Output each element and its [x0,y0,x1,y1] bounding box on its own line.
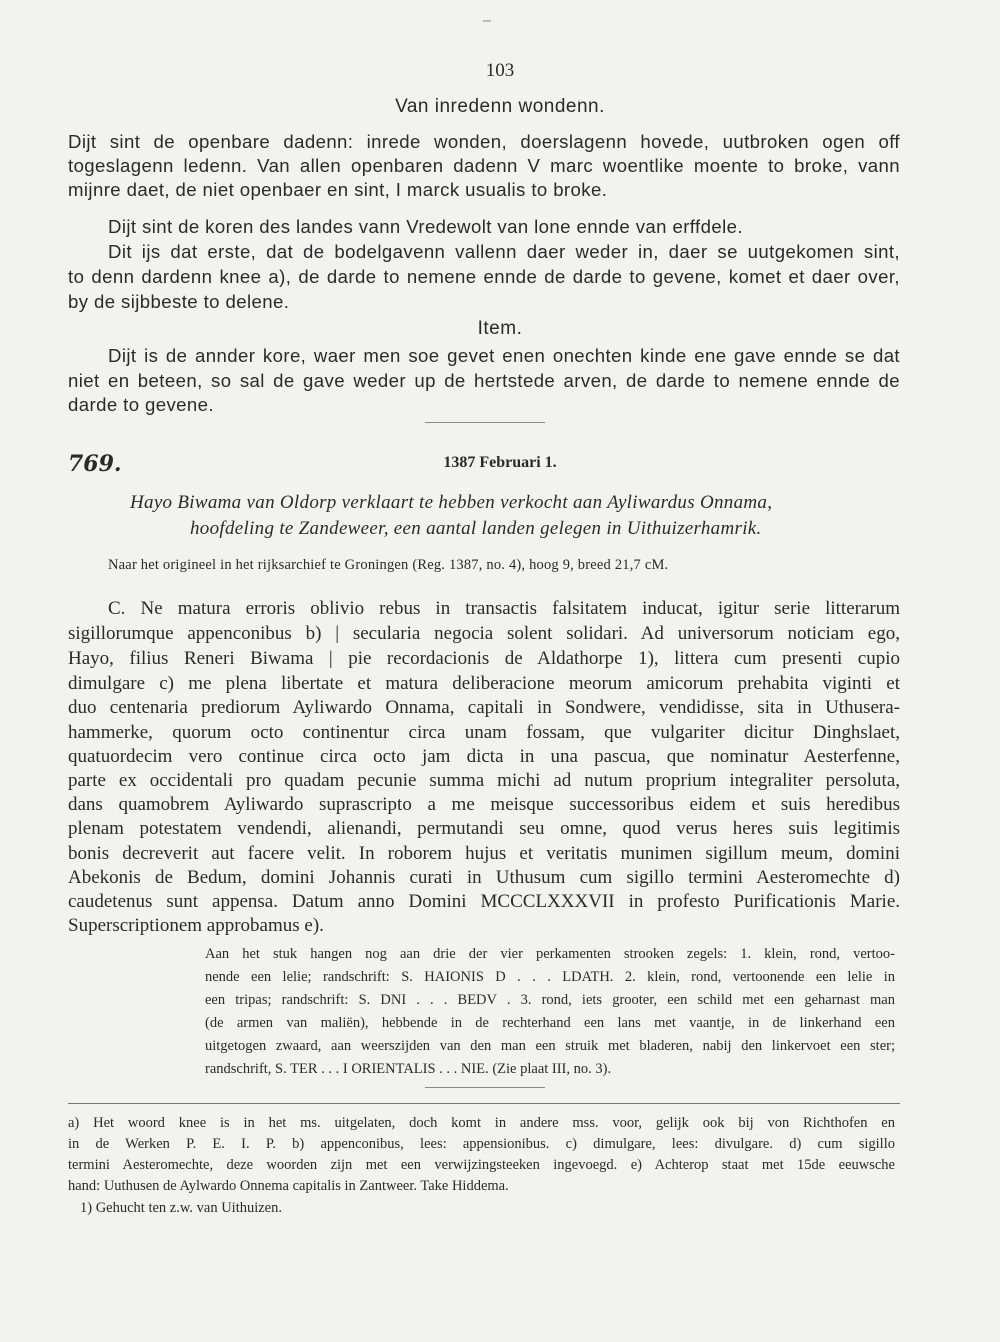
text-line: darde to gevene. [68,394,214,415]
latin-line: parte ex occidentali pro quadam pecunie summa michi ad nutum proprium integraliter persoluta, [68,770,900,791]
scan-speck [483,20,491,22]
latin-line: duo centenaria prediorum Ayliwardo Onnama, capitali in Sondwere, vendidisse, sita in Uthusera- [68,697,900,718]
charter-number: 769. [68,451,122,477]
text-line: to denn dardenn knee a), de darde to nemene ennde de darde to gevene, komet et daer over, [68,266,900,287]
latin-line: hammerke, quorum octo continentur circa unam fossam, que vulgariter dicitur Dinghslaet, [68,722,900,743]
latin-line: Hayo, filius Reneri Biwama | pie recordacionis de Aldathorpe 1), littera cum presenti cupio [68,648,900,669]
text-line: togeslagenn ledenn. Van allen openbaren dadenn V marc woentlike moente to broke, vann [68,155,900,176]
latin-line: Superscriptionem approbamus e). [68,915,324,936]
charter-summary: Hayo Biwama van Oldorp verklaart te hebben verkocht aan Ayliwardus Onnama, [130,492,773,513]
seal-note-line: randschrift, S. TER . . . I ORIENTALIS . . . NIE. (Zie plaat III, no. 3). [205,1061,612,1077]
latin-line: bonis decreverit aut facere velit. In roborem hujus et veritatis munimen sigillum meum, domini [68,843,900,864]
latin-line: quatuordecim vero continue circa octo jam dicta in una pascua, que nominatur Aesterfenne, [68,746,900,767]
text-line: by de sijbbeste to delene. [68,291,290,312]
page-number: 103 [485,60,515,81]
text-line: niet en beteen, so sal de gave weder up de hertstede arven, de darde to nemene ennde de [68,370,900,391]
latin-line: sigillorumque appenconibus b) | secularia negocia solent solidari. Ad universorum noticiam ego, [68,623,900,644]
latin-line: C. Ne matura erroris oblivio rebus in transactis falsitatem inducat, igitur serie litterarum [108,598,900,619]
seal-note-line: Aan het stuk hangen nog aan drie der vier perkamenten strooken zegels: 1. klein, rond, vertoo- [205,946,895,962]
text-line: Dijt sint de openbare dadenn: inrede wonden, doerslagenn hovede, uutbroken ogen off [68,131,900,152]
text-line: Dijt sint de koren des landes vann Vredewolt van lone ennde van erffdele. [108,216,743,237]
latin-line: dans quamobrem Ayliwardo suprascripto a me meisque successoribus eidem et suis heredibus [68,794,900,815]
footnote-line: termini Aesteromechte, deze woorden zijn met een verwijzingsteeken ingevoegd. e) Achterop staat met 15de eeuwsche [68,1157,895,1173]
latin-line: caudetenus sunt appensa. Datum anno Domini MCCCLXXXVII in profesto Purificationis Marie. [68,891,900,912]
footnote-line: a) Het woord knee is in het ms. uitgelaten, doch komt in andere mss. voor, gelijk ook bij von Richthofen en [68,1115,895,1131]
text-line: Dit ijs dat erste, dat de bodelgavenn vallenn daer weder in, daer se uutgekomen sint, [108,241,900,262]
seal-note-line: (de armen van maliën), hebbende in de rechterhand een lans met vaantje, in de linkerhand een [205,1015,895,1031]
footnote-line: 1) Gehucht ten z.w. van Uithuizen. [80,1200,282,1216]
charter-date: 1387 Februari 1. [443,454,557,471]
latin-line: dimulgare c) me plena libertate et matura deliberacione meorum amicorum prehabita viginti et [68,673,900,694]
charter-summary: hoofdeling te Zandeweer, een aantal landen gelegen in Uithuizerhamrik. [190,518,762,539]
latin-line: plenam potestatem vendendi, alienandi, permutandi seu omne, quod verus heres suis legitimis [68,818,900,839]
section-heading: Van inredenn wondenn. [395,96,605,117]
item-heading: Item. [477,318,523,339]
text-line: Dijt is de annder kore, waer men soe gevet enen onechten kinde ene gave ennde se dat [108,345,900,366]
seal-note-line: een tripas; randschrift: S. DNI . . . BEDV . 3. rond, iets grooter, een schild met een geharnast man [205,992,895,1008]
divider [425,1087,545,1088]
divider [425,422,545,423]
footnote-line: in de Werken P. E. I. P. b) appenconibus, lees: appensionibus. c) dimulgare, lees: divulgare. d) cum sigillo [68,1136,895,1152]
footnote-rule [68,1103,900,1104]
source-note: Naar het origineel in het rijksarchief te Groningen (Reg. 1387, no. 4), hoog 9, breed 21,7 cM. [108,557,669,573]
latin-line: Abekonis de Bedum, domini Johannis curati in Uthusum cum sigillo termini Aesteromechte d) [68,867,900,888]
seal-note-line: nende een lelie; randschrift: S. HAIONIS D . . . LDATH. 2. klein, rond, vertoonende een lelie in [205,969,895,985]
seal-note-line: uitgetogen zwaard, aan weerszijden van den man een struik met bladeren, nabij den linkervoet een ster; [205,1038,895,1054]
footnote-line: hand: Uuthusen de Aylwardo Onnema capitalis in Zantweer. Take Hiddema. [68,1178,509,1194]
text-line: mijnre daet, de niet openbaer en sint, I marck usualis to broke. [68,179,608,200]
